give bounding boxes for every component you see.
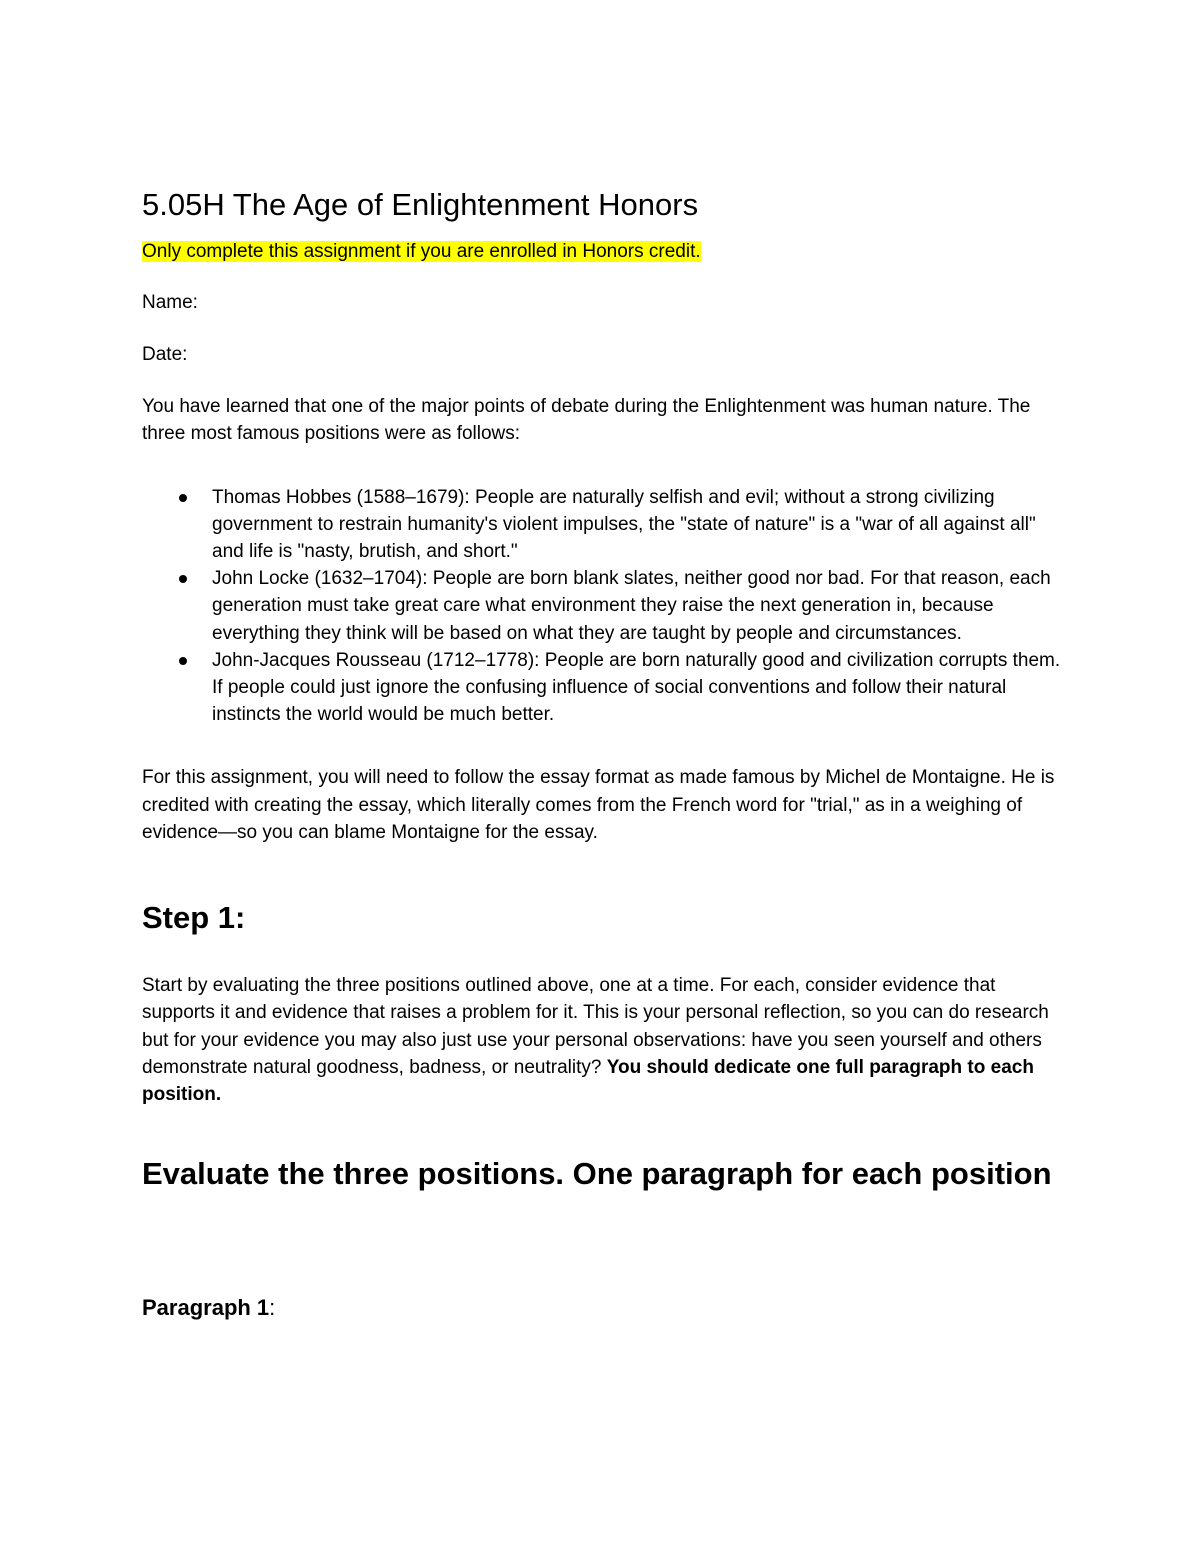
document-title: 5.05H The Age of Enlightenment Honors (142, 187, 699, 222)
position-locke: John Locke (1632–1704): People are born blank slates, neither good nor bad. For that reason, each generation must take great care what environment they raise the next generation in, because everything they think will be based on what they are taught by people and circumstances. (212, 568, 1051, 644)
assignment-paragraph: For this assignment, you will need to follow the essay format as made famous by Michel de Montaigne. He is credited with creating the essay, which literally comes from the French word for "trial," as in a weighing of evidence—so you can blame Montaigne for the essay. (142, 767, 1055, 843)
bullet-icon (179, 657, 187, 665)
list-item (142, 647, 1062, 729)
document-page (142, 186, 1062, 1323)
bullet-icon (179, 494, 187, 502)
paragraph1-label (142, 1293, 1062, 1323)
list-item (142, 565, 1062, 647)
position-hobbes: Thomas Hobbes (1588–1679): People are naturally selfish and evil; without a strong civilizing government to restrain humanity's violent impulses, the "state of nature" is a "war of all against all" and life is "nasty, brutish, and short." (212, 486, 1036, 562)
step1-text: Start by evaluating the three positions outlined above, one at a time. For each, consider evidence that supports it and evidence that raises a problem for it. This is your personal reflection, so you can do research but for your evidence you may also just use your personal observations: have you seen yourself and others demonstrate natural goodness, badness, or neutrality? (142, 975, 1049, 1078)
honors-notice (142, 238, 1062, 265)
step1-bold-instruction: You should dedicate one full paragraph to each position. (142, 1056, 1034, 1106)
date-field-label: Date: (142, 344, 188, 366)
list-item (142, 484, 1062, 566)
step1-heading: Step 1: (142, 900, 246, 936)
name-field-label: Name: (142, 292, 198, 314)
paragraph1-colon: : (269, 1295, 276, 1321)
step1-paragraph (142, 972, 1062, 1108)
positions-list (142, 484, 1062, 729)
honors-notice-highlight: Only complete this assignment if you are enrolled in Honors credit. (142, 241, 701, 263)
bullet-icon (179, 575, 187, 583)
position-rousseau: John-Jacques Rousseau (1712–1778): People are born naturally good and civilization corrupts them. If people could just ignore the confusing influence of social conventions and follow their natural instincts the world would be much better. (212, 649, 1061, 726)
paragraph1-label-bold: Paragraph 1 (142, 1295, 270, 1321)
intro-paragraph: You have learned that one of the major points of debate during the Enlightenment was human nature. The three most famous positions were as follows: (142, 396, 1031, 445)
evaluate-heading: Evaluate the three positions. One paragraph for each position (142, 1156, 1052, 1192)
